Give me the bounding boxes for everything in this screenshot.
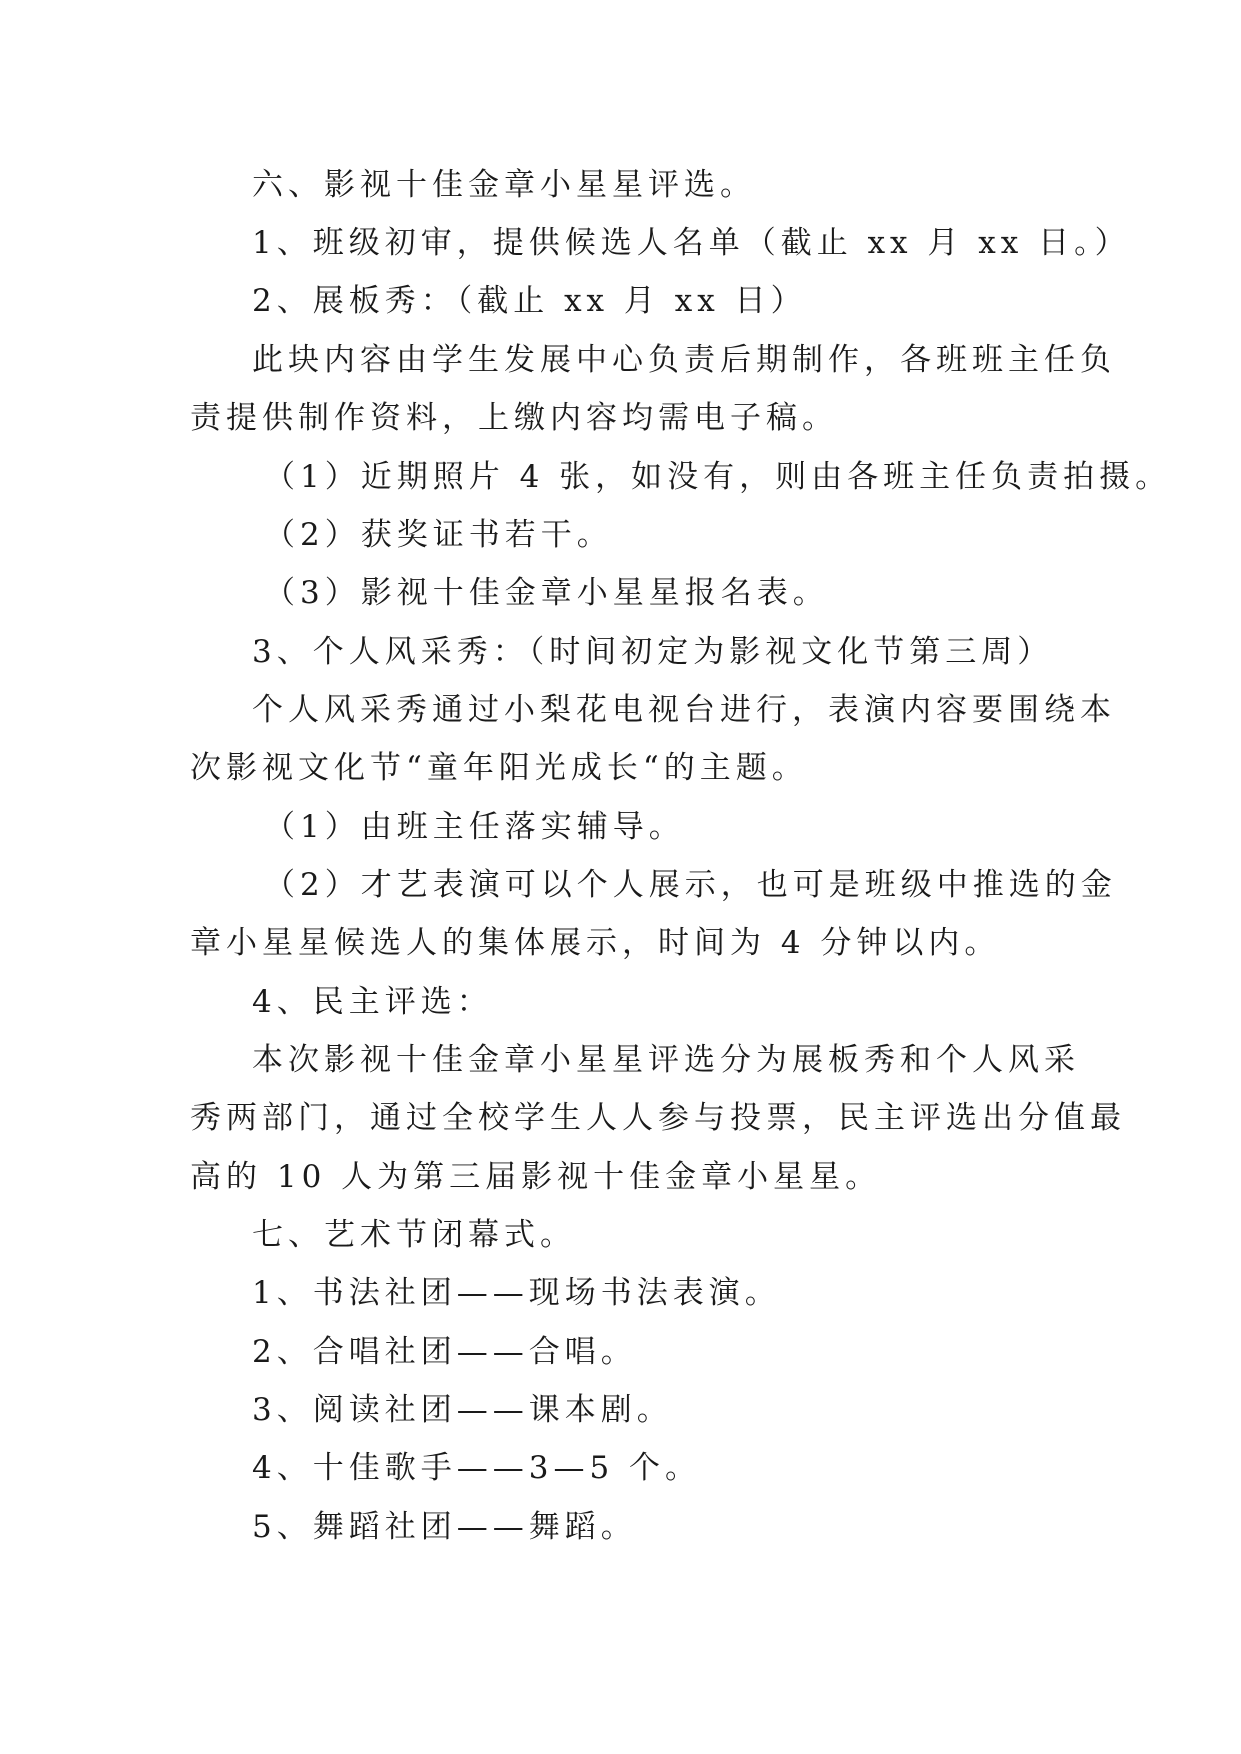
section-heading-six: 六、影视十佳金章小星星评选。 [252, 167, 756, 203]
paragraph-line: 此块内容由学生发展中心负责后期制作，各班班主任负 [252, 342, 1116, 378]
list-item: 2、合唱社团——合唱。 [252, 1334, 637, 1370]
paragraph-line: 高的 10 人为第三届影视十佳金章小星星。 [190, 1159, 882, 1195]
paragraph-line: 1、班级初审，提供候选人名单（截止 xx 月 xx 日。） [252, 225, 1131, 261]
paragraph-line: 章小星星候选人的集体展示，时间为 4 分钟以内。 [190, 925, 1001, 961]
list-item: （2）获奖证书若干。 [264, 517, 613, 553]
paragraph-line: 次影视文化节“童年阳光成长“的主题。 [190, 750, 808, 786]
paragraph-line: 责提供制作资料，上缴内容均需电子稿。 [190, 400, 838, 436]
list-item: （2）才艺表演可以个人展示，也可是班级中推选的金 [264, 867, 1117, 903]
paragraph-line: 本次影视十佳金章小星星评选分为展板秀和个人风采 [252, 1042, 1080, 1078]
list-item: 4、十佳歌手——3—5 个。 [252, 1450, 702, 1486]
list-item: （1）由班主任落实辅导。 [264, 809, 685, 845]
paragraph-line: 4、民主评选： [252, 984, 493, 1020]
list-item: 5、舞蹈社团——舞蹈。 [252, 1509, 637, 1545]
list-item: （1）近期照片 4 张，如没有，则由各班主任负责拍摄。 [264, 459, 1172, 495]
list-item: （3）影视十佳金章小星星报名表。 [264, 575, 829, 611]
list-item: 1、书法社团——现场书法表演。 [252, 1275, 781, 1311]
paragraph-line: 3、个人风采秀：（时间初定为影视文化节第三周） [252, 634, 1054, 670]
list-item: 3、阅读社团——课本剧。 [252, 1392, 673, 1428]
paragraph-line: 秀两部门，通过全校学生人人参与投票，民主评选出分值最 [190, 1100, 1126, 1136]
paragraph-line: 个人风采秀通过小梨花电视台进行，表演内容要围绕本 [252, 692, 1116, 728]
section-heading-seven: 七、艺术节闭幕式。 [252, 1217, 576, 1253]
paragraph-line: 2、展板秀：（截止 xx 月 xx 日） [252, 283, 807, 319]
